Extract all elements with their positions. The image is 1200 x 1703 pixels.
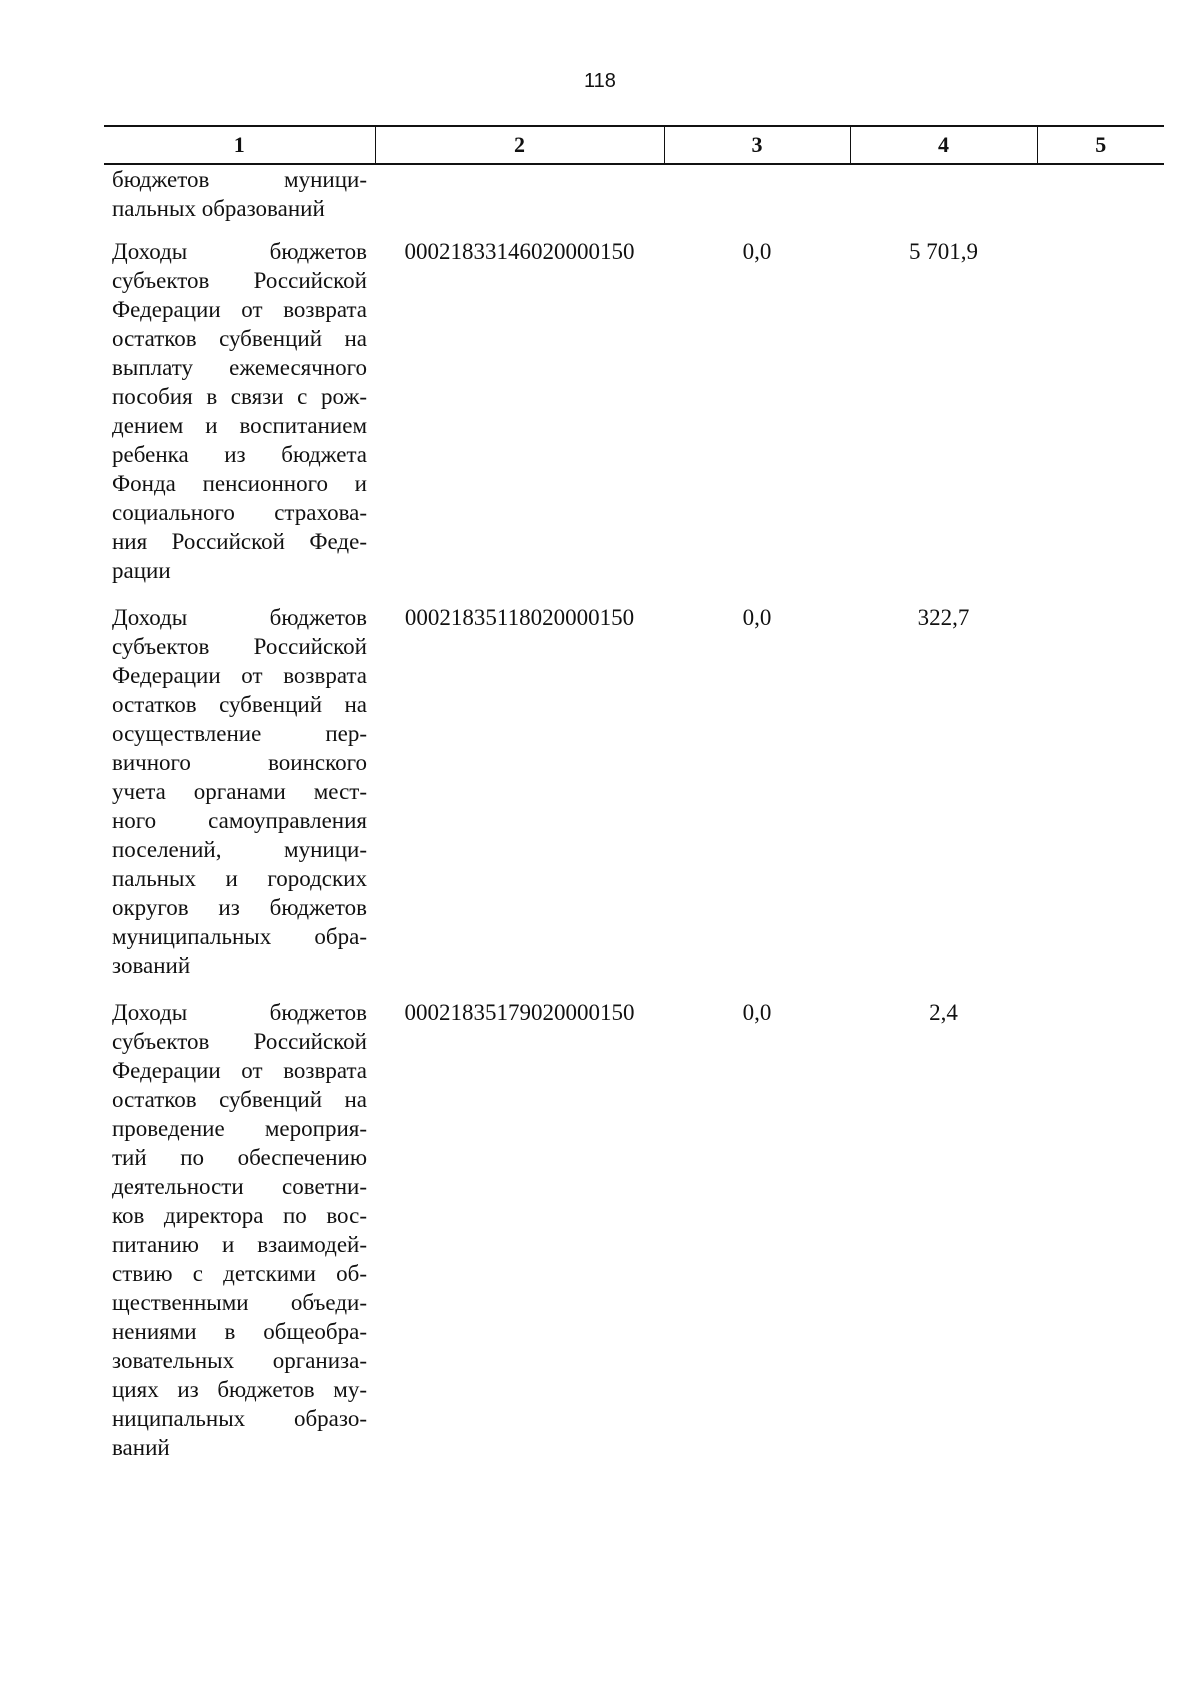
revenue-name-line: субъектов Российской [112,268,367,293]
column-header-1: 1 [104,126,375,164]
revenue-name-line: вичного воинского [112,750,367,775]
column-5-value-cell [1037,233,1164,599]
revenue-name-line: питанию и взаимодей- [112,1232,367,1257]
revenue-name-line: остатков субвенций на [112,692,367,717]
revenue-name-line: Федерации от возврата [112,663,367,688]
column-header-3: 3 [664,126,850,164]
revenue-name-line: ваний [112,1435,170,1460]
table-row [104,599,1164,994]
revenue-name-line: ков директора по вос- [112,1203,367,1228]
revenue-name-line: ного самоуправления [112,808,367,833]
revenue-name-line: Фонда пенсионного и [112,471,367,496]
revenue-name-line: тий по обеспечению [112,1145,367,1170]
revenue-name-line: пальных и городских [112,866,367,891]
revenue-name-line: зований [112,953,191,978]
revenue-name-line: округов из бюджетов [112,895,367,920]
revenue-name-line: ния Российской Феде- [112,529,367,554]
revenue-name-line: Доходы бюджетов [112,1000,367,1025]
revenue-name-line: Федерации от возврата [112,297,367,322]
revenue-name-line: остатков субвенций на [112,326,367,351]
column-5-value-cell [1037,994,1164,1476]
column-4-value-cell: 2,4 [929,1000,958,1025]
revenue-table-wrapper [104,125,1164,1476]
revenue-name-line: Федерации от возврата [112,1058,367,1083]
column-3-value-cell: 0,0 [742,1000,772,1025]
revenue-name-line: пособия в связи с рож- [112,384,367,409]
revenue-name-cell [104,233,375,599]
revenue-name-cell [104,164,375,233]
column-header-4: 4 [850,126,1037,164]
revenue-name-line: дением и воспитанием [112,413,367,438]
revenue-name-line: щественными объеди- [112,1290,367,1315]
column-4-value-cell: 5 701,9 [909,239,978,264]
budget-code-cell: 00021835118020000150 [404,605,635,630]
revenue-name-line: проведение мероприя- [112,1116,367,1141]
revenue-name-line: учета органами мест- [112,779,367,804]
column-5-value-cell [1037,599,1164,994]
revenue-name-line: субъектов Российской [112,634,367,659]
revenue-name-line: Доходы бюджетов [112,239,367,264]
revenue-name-line: Доходы бюджетов [112,605,367,630]
revenue-name-line: нениями в общеобра- [112,1319,367,1344]
revenue-name-line: ребенка из бюджета [112,442,367,467]
revenue-name-line: ствию с детскими об- [112,1261,367,1286]
column-header-5: 5 [1037,126,1164,164]
column-5-value-cell [1037,164,1164,233]
revenue-name-line: остатков субвенций на [112,1087,367,1112]
revenue-name-line: циях из бюджетов му- [112,1377,367,1402]
revenue-name-line: бюджетов муници- [112,167,367,192]
revenue-name-line: осуществление пер- [112,721,367,746]
table-header-row [104,126,1164,164]
column-3-value-cell: 0,0 [742,239,772,264]
page-number: 118 [584,70,616,92]
column-3-value-cell [664,164,850,233]
budget-code-cell: 00021835179020000150 [404,1000,635,1025]
table-row [104,233,1164,599]
revenue-name-line: поселений, муници- [112,837,367,862]
revenue-name-line: субъектов Российской [112,1029,367,1054]
column-header-2: 2 [375,126,664,164]
revenue-name-line: пальных образований [112,196,325,221]
column-4-value-cell: 322,7 [917,605,970,630]
revenue-name-line: рации [112,558,171,583]
revenue-name-line: выплату ежемесячного [112,355,367,380]
table-row [104,164,1164,233]
revenue-name-line: ниципальных образо- [112,1406,367,1431]
table-row [104,994,1164,1476]
budget-code-cell [375,164,664,233]
revenue-name-line: муниципальных обра- [112,924,367,949]
revenue-name-cell [104,994,375,1476]
table-body [104,164,1164,1476]
revenue-name-line: социального страхова- [112,500,367,525]
column-4-value-cell [850,164,1037,233]
column-3-value-cell: 0,0 [742,605,772,630]
revenue-name-line: деятельности советни- [112,1174,367,1199]
revenue-name-line: зовательных организа- [112,1348,367,1373]
revenue-table [104,125,1164,1476]
revenue-name-cell [104,599,375,994]
budget-code-cell: 00021833146020000150 [404,239,635,264]
